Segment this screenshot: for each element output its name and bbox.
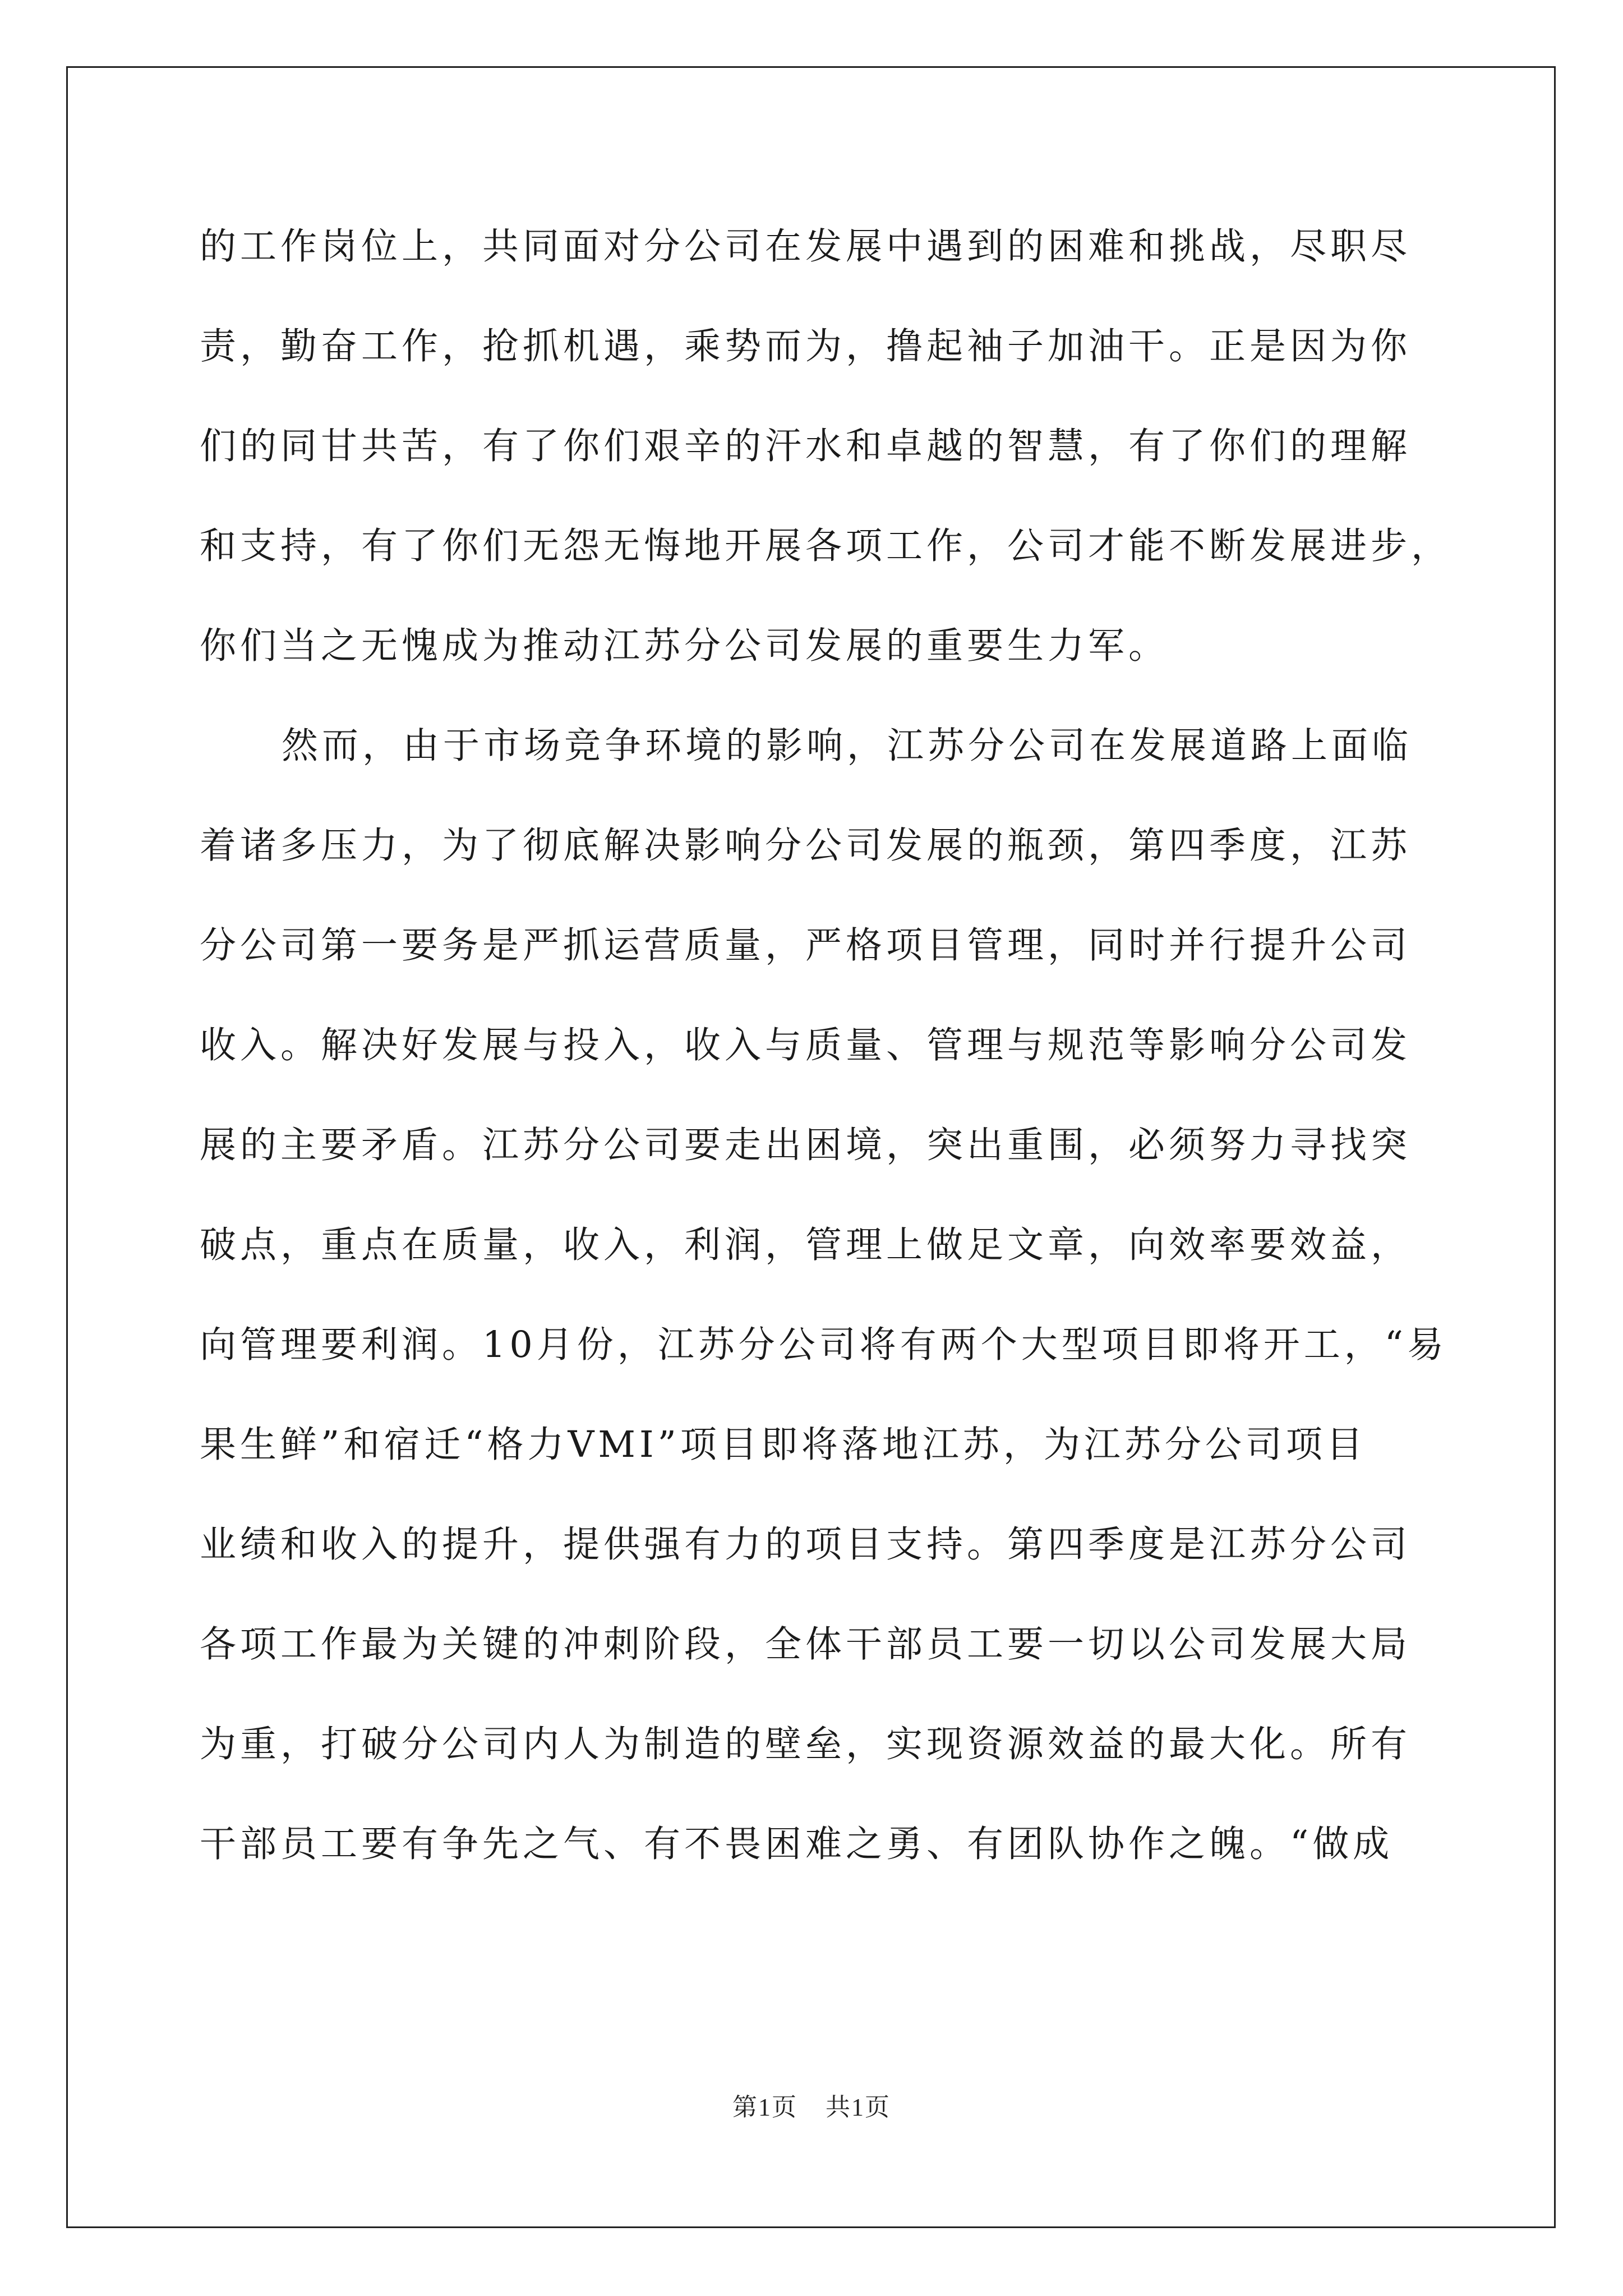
text-line: 干部员工要有争先之气、有不畏困难之勇、有团队协作之魄。“做成 — [200, 1823, 1394, 1865]
text-line: 着诸多压力，为了彻底解决影响分公司发展的瓶颈，第四季度，江苏 — [200, 825, 1412, 867]
text-line: 责，勤奋工作，抢抓机遇，乘势而为，撸起袖子加油干。正是因为你 — [200, 325, 1412, 367]
text-line: 为重，打破分公司内人为制造的壁垒，实现资源效益的最大化。所有 — [200, 1723, 1412, 1765]
text-line: 你们当之无愧成为推动江苏分公司发展的重要生力军。 — [200, 625, 1169, 667]
text-line: 和支持，有了你们无怨无悔地开展各项工作，公司才能不断发展进步， — [200, 525, 1452, 567]
text-line: 的工作岗位上，共同面对分公司在发展中遇到的困难和挑战，尽职尽 — [200, 226, 1412, 268]
text-line: 各项工作最为关键的冲刺阶段，全体干部员工要一切以公司发展大局 — [200, 1623, 1412, 1665]
text-line: 果生鲜”和宿迁“格力VMI”项目即将落地江苏，为江苏分公司项目 — [200, 1424, 1367, 1466]
page-number: 第1页 — [732, 2093, 797, 2121]
text-line: 展的主要矛盾。江苏分公司要走出困境，突出重围，必须努力寻找突 — [200, 1124, 1412, 1166]
text-line: 分公司第一要务是严抓运营质量，严格项目管理，同时并行提升公司 — [200, 924, 1412, 967]
page-total: 共1页 — [826, 2093, 891, 2121]
paragraph-first-line: 然而，由于市场竞争环境的影响，江苏分公司在发展道路上面临 — [282, 725, 1413, 767]
document-body — [200, 213, 1452, 1911]
text-line: 破点，重点在质量，收入，利润，管理上做足文章，向效率要效益， — [200, 1224, 1412, 1266]
page-footer — [0, 2087, 1623, 2123]
text-line: 向管理要利润。10月份，江苏分公司将有两个大型项目即将开工，“易 — [200, 1324, 1447, 1366]
text-line: 收入。解决好发展与投入，收入与质量、管理与规范等影响分公司发 — [200, 1024, 1412, 1066]
text-line: 业绩和收入的提升，提供强有力的项目支持。第四季度是江苏分公司 — [200, 1524, 1412, 1566]
text-line: 们的同甘共苦，有了你们艰辛的汗水和卓越的智慧，有了你们的理解 — [200, 425, 1412, 467]
